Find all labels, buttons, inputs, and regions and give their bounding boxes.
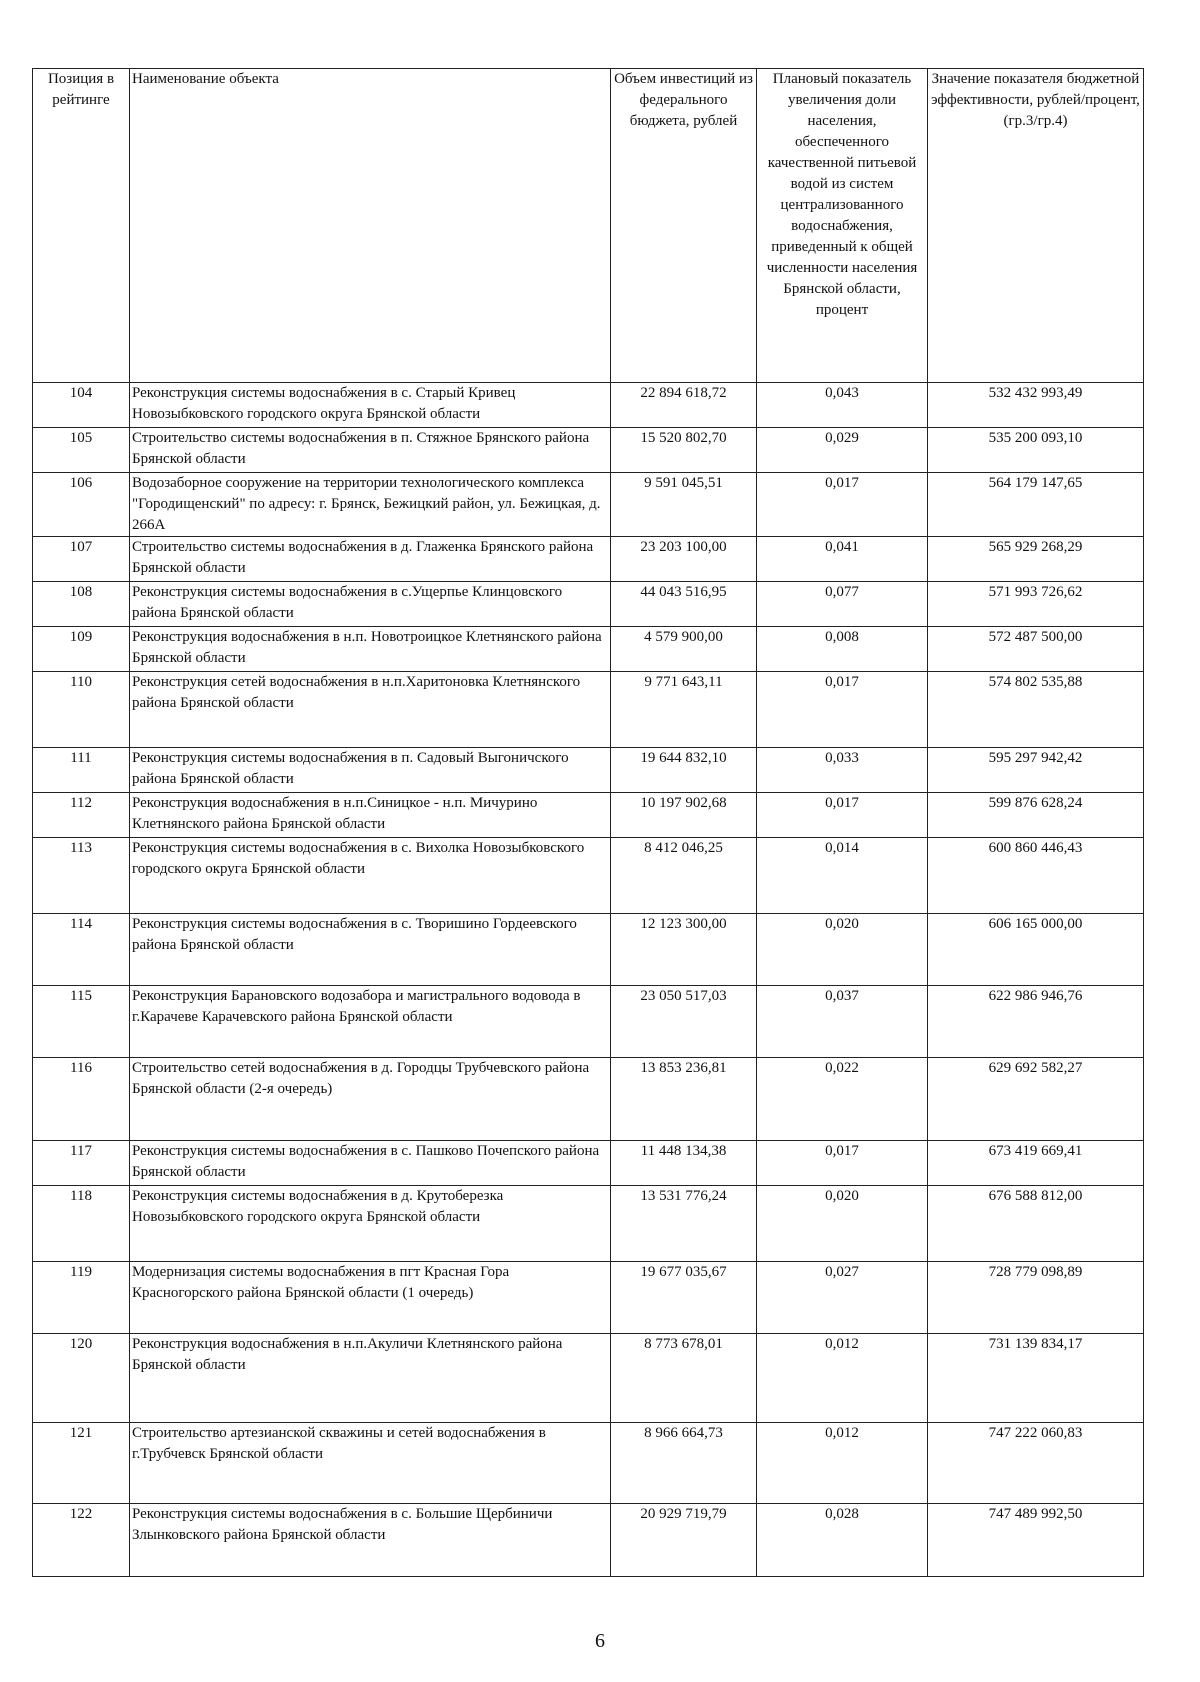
row-budget-efficiency: 535 200 093,10 — [928, 428, 1144, 473]
row-budget-efficiency: 574 802 535,88 — [928, 672, 1144, 748]
table-row — [33, 473, 1144, 537]
row-budget-efficiency: 599 876 628,24 — [928, 793, 1144, 838]
row-planned-indicator: 0,008 — [757, 627, 928, 672]
row-planned-indicator: 0,017 — [757, 473, 928, 537]
row-planned-indicator: 0,017 — [757, 672, 928, 748]
row-planned-indicator: 0,020 — [757, 914, 928, 986]
row-budget-efficiency: 571 993 726,62 — [928, 582, 1144, 627]
row-object-name: Реконструкция системы водоснабжения в с.Ущерпье Клинцовского района Брянской области — [130, 582, 611, 627]
row-position: 116 — [33, 1058, 130, 1141]
row-planned-indicator: 0,022 — [757, 1058, 928, 1141]
row-investment: 11 448 134,38 — [611, 1141, 757, 1186]
row-object-name: Реконструкция системы водоснабжения в п. Садовый Выгоничского района Брянской области — [130, 748, 611, 793]
row-budget-efficiency: 747 489 992,50 — [928, 1504, 1144, 1577]
row-position: 118 — [33, 1186, 130, 1262]
row-budget-efficiency: 629 692 582,27 — [928, 1058, 1144, 1141]
header-position: Позиция в рейтинге — [33, 69, 130, 383]
row-investment: 23 050 517,03 — [611, 986, 757, 1058]
row-position: 110 — [33, 672, 130, 748]
row-budget-efficiency: 565 929 268,29 — [928, 537, 1144, 582]
row-object-name: Водозаборное сооружение на территории технологического комплекса "Городищенский" по адресу: г. Брянск, Бежицкий район, ул. Бежицкая, д. 266А — [130, 473, 611, 537]
row-position: 105 — [33, 428, 130, 473]
header-investment: Объем инвестиций из федерального бюджета, рублей — [611, 69, 757, 383]
table-row — [33, 914, 1144, 986]
row-budget-efficiency: 673 419 669,41 — [928, 1141, 1144, 1186]
row-object-name: Реконструкция системы водоснабжения в с. Большие Щербиничи Злынковского района Брянской области — [130, 1504, 611, 1577]
row-position: 113 — [33, 838, 130, 914]
row-budget-efficiency: 600 860 446,43 — [928, 838, 1144, 914]
row-object-name: Реконструкция водоснабжения в н.п.Синицкое - н.п. Мичурино Клетнянского района Брянской области — [130, 793, 611, 838]
row-planned-indicator: 0,012 — [757, 1423, 928, 1504]
row-investment: 9 591 045,51 — [611, 473, 757, 537]
row-object-name: Строительство сетей водоснабжения в д. Городцы Трубчевского района Брянской области (2-я очередь) — [130, 1058, 611, 1141]
row-investment: 8 773 678,01 — [611, 1334, 757, 1423]
row-object-name: Строительство системы водоснабжения в п. Стяжное Брянского района Брянской области — [130, 428, 611, 473]
row-budget-efficiency: 622 986 946,76 — [928, 986, 1144, 1058]
table-row — [33, 986, 1144, 1058]
row-position: 122 — [33, 1504, 130, 1577]
row-position: 111 — [33, 748, 130, 793]
row-object-name: Реконструкция сетей водоснабжения в н.п.Харитоновка Клетнянского района Брянской области — [130, 672, 611, 748]
row-investment: 10 197 902,68 — [611, 793, 757, 838]
row-object-name: Реконструкция системы водоснабжения в с. Творишино Гордеевского района Брянской области — [130, 914, 611, 986]
table-row — [33, 428, 1144, 473]
row-investment: 19 677 035,67 — [611, 1262, 757, 1334]
row-object-name: Реконструкция системы водоснабжения в с. Вихолка Новозыбковского городского округа Брянской области — [130, 838, 611, 914]
row-planned-indicator: 0,012 — [757, 1334, 928, 1423]
header-object-name: Наименование объекта — [130, 69, 611, 383]
row-object-name: Реконструкция Барановского водозабора и магистрального водовода в г.Карачеве Карачевского района Брянской области — [130, 986, 611, 1058]
row-position: 106 — [33, 473, 130, 537]
row-object-name: Реконструкция водоснабжения в н.п.Акуличи Клетнянского района Брянской области — [130, 1334, 611, 1423]
row-budget-efficiency: 676 588 812,00 — [928, 1186, 1144, 1262]
row-investment: 8 412 046,25 — [611, 838, 757, 914]
table-row — [33, 838, 1144, 914]
row-budget-efficiency: 532 432 993,49 — [928, 383, 1144, 428]
row-position: 104 — [33, 383, 130, 428]
row-object-name: Строительство артезианской скважины и сетей водоснабжения в г.Трубчевск Брянской области — [130, 1423, 611, 1504]
row-planned-indicator: 0,017 — [757, 1141, 928, 1186]
row-investment: 8 966 664,73 — [611, 1423, 757, 1504]
row-position: 112 — [33, 793, 130, 838]
table-row — [33, 537, 1144, 582]
row-investment: 13 531 776,24 — [611, 1186, 757, 1262]
row-budget-efficiency: 564 179 147,65 — [928, 473, 1144, 537]
row-budget-efficiency: 606 165 000,00 — [928, 914, 1144, 986]
row-planned-indicator: 0,033 — [757, 748, 928, 793]
row-position: 114 — [33, 914, 130, 986]
row-investment: 20 929 719,79 — [611, 1504, 757, 1577]
row-object-name: Строительство системы водоснабжения в д. Глаженка Брянского района Брянской области — [130, 537, 611, 582]
table-row — [33, 672, 1144, 748]
row-object-name: Модернизация системы водоснабжения в пгт Красная Гора Красногорского района Брянской области (1 очередь) — [130, 1262, 611, 1334]
row-investment: 44 043 516,95 — [611, 582, 757, 627]
row-budget-efficiency: 728 779 098,89 — [928, 1262, 1144, 1334]
row-budget-efficiency: 572 487 500,00 — [928, 627, 1144, 672]
row-budget-efficiency: 747 222 060,83 — [928, 1423, 1144, 1504]
row-investment: 15 520 802,70 — [611, 428, 757, 473]
row-planned-indicator: 0,077 — [757, 582, 928, 627]
table-row — [33, 1423, 1144, 1504]
row-object-name: Реконструкция водоснабжения в н.п. Новотроицкое Клетнянского района Брянской области — [130, 627, 611, 672]
table-row — [33, 627, 1144, 672]
row-planned-indicator: 0,029 — [757, 428, 928, 473]
table-row — [33, 793, 1144, 838]
table-row — [33, 748, 1144, 793]
header-planned-indicator: Плановый показатель увеличения доли населения, обеспеченного качественной питьевой водой из систем централизованного водоснабжения, приведенный к общей численности населения Брянской области, процент — [757, 69, 928, 383]
row-position: 121 — [33, 1423, 130, 1504]
header-budget-efficiency: Значение показателя бюджетной эффективности, рублей/процент, (гр.3/гр.4) — [928, 69, 1144, 383]
row-planned-indicator: 0,020 — [757, 1186, 928, 1262]
row-planned-indicator: 0,043 — [757, 383, 928, 428]
row-investment: 9 771 643,11 — [611, 672, 757, 748]
table-row — [33, 1058, 1144, 1141]
row-position: 107 — [33, 537, 130, 582]
row-planned-indicator: 0,028 — [757, 1504, 928, 1577]
row-investment: 19 644 832,10 — [611, 748, 757, 793]
row-position: 109 — [33, 627, 130, 672]
row-position: 108 — [33, 582, 130, 627]
table-row — [33, 1504, 1144, 1577]
rating-table — [32, 68, 1144, 1577]
table-row — [33, 582, 1144, 627]
table-row — [33, 383, 1144, 428]
row-investment: 4 579 900,00 — [611, 627, 757, 672]
row-position: 119 — [33, 1262, 130, 1334]
row-position: 115 — [33, 986, 130, 1058]
row-object-name: Реконструкция системы водоснабжения в д. Крутоберезка Новозыбковского городского округа Брянской области — [130, 1186, 611, 1262]
table-header-row — [33, 69, 1144, 383]
row-investment: 13 853 236,81 — [611, 1058, 757, 1141]
row-planned-indicator: 0,041 — [757, 537, 928, 582]
row-position: 117 — [33, 1141, 130, 1186]
row-planned-indicator: 0,017 — [757, 793, 928, 838]
row-budget-efficiency: 595 297 942,42 — [928, 748, 1144, 793]
table-row — [33, 1334, 1144, 1423]
table-body — [33, 383, 1144, 1577]
row-investment: 22 894 618,72 — [611, 383, 757, 428]
table-row — [33, 1262, 1144, 1334]
row-investment: 23 203 100,00 — [611, 537, 757, 582]
row-position: 120 — [33, 1334, 130, 1423]
page-number: 6 — [595, 1630, 605, 1652]
table-row — [33, 1141, 1144, 1186]
row-planned-indicator: 0,027 — [757, 1262, 928, 1334]
table-row — [33, 1186, 1144, 1262]
row-object-name: Реконструкция системы водоснабжения в с. Пашково Почепского района Брянской области — [130, 1141, 611, 1186]
row-budget-efficiency: 731 139 834,17 — [928, 1334, 1144, 1423]
row-investment: 12 123 300,00 — [611, 914, 757, 986]
row-object-name: Реконструкция системы водоснабжения в с. Старый Кривец Новозыбковского городского округа Брянской области — [130, 383, 611, 428]
row-planned-indicator: 0,037 — [757, 986, 928, 1058]
row-planned-indicator: 0,014 — [757, 838, 928, 914]
